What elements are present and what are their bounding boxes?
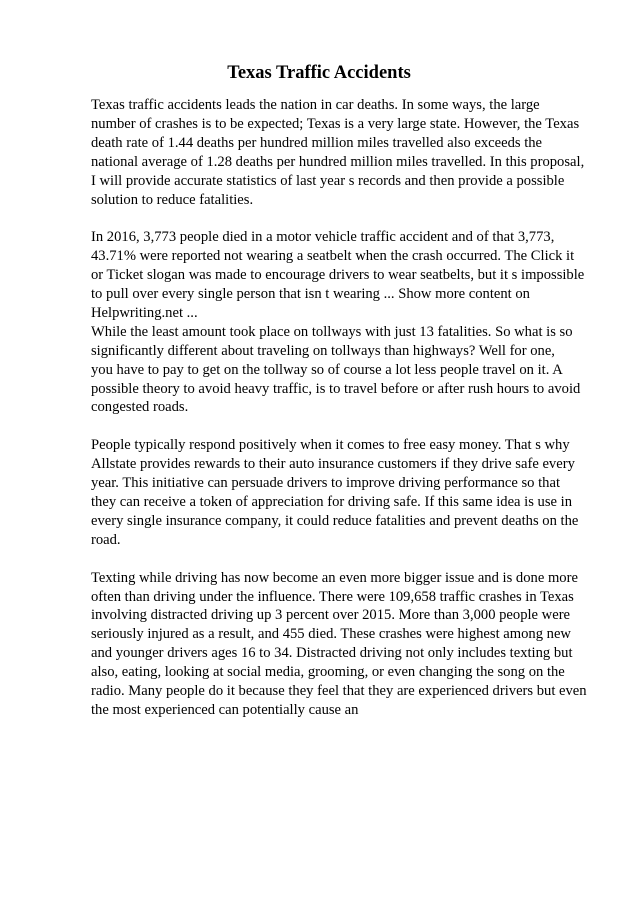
paragraph-seatbelt-statistics: In 2016, 3,773 people died in a motor vehicle traffic accident and of that 3,773, 43.71% were reported not wearing a seatbelt when the crash occurred. The Click it or Ticket slogan was made to encourage drivers to wear seatbelts, but it s impossible to pull over every single person that isn t wearing ... Show more content on Helpwriting.net ... bbox=[91, 229, 585, 321]
paragraph-distracted-driving: Texting while driving has now become an even more bigger issue and is done more often than driving under the influence. There were 109,658 traffic crashes in Texas involving distracted driving up 3 percent over 2015. More than 3,000 people were seriously injured as a result, and 455 died. These crashes were highest among new and younger drivers ages 16 to 34. Distracted driving not only includes texting but also, eating, looking at social media, grooming, or even changing the song on the radio. Many people do it because they feel that they are experienced drivers but even the most experienced can potentially cause an bbox=[91, 569, 587, 718]
paragraph-intro: Texas traffic accidents leads the nation in car deaths. In some ways, the large number of crashes is to be expected; Texas is a very large state. However, the Texas death rate of 1.44 deaths per hundred million miles travelled also exceeds the national average of 1.28 deaths per hundred million miles travelled. In this proposal, I will provide accurate statistics of last year s records and then provide a possible solution to reduce fatalities. bbox=[91, 97, 585, 208]
paragraph-tollways: While the least amount took place on tollways with just 13 fatalities. So what is so significantly different about traveling on tollways than highways? Well for one, you have to pay to get on the tollway so of course a lot less people travel on it. A possible theory to avoid heavy traffic, is to travel before or after rush hours to avoid congested roads. bbox=[91, 323, 581, 416]
document-body bbox=[91, 96, 611, 720]
paragraph-insurance-rewards: People typically respond positively when it comes to free easy money. That s why Allstate provides rewards to their auto insurance customers if they drive safe every year. This initiative can persuade drivers to improve driving performance so that they can receive a token of appreciation for driving safe. If this same idea is use in every single insurance company, it could reduce fatalities and prevent deaths on the road. bbox=[91, 437, 579, 548]
page-title: Texas Traffic Accidents bbox=[227, 63, 411, 83]
